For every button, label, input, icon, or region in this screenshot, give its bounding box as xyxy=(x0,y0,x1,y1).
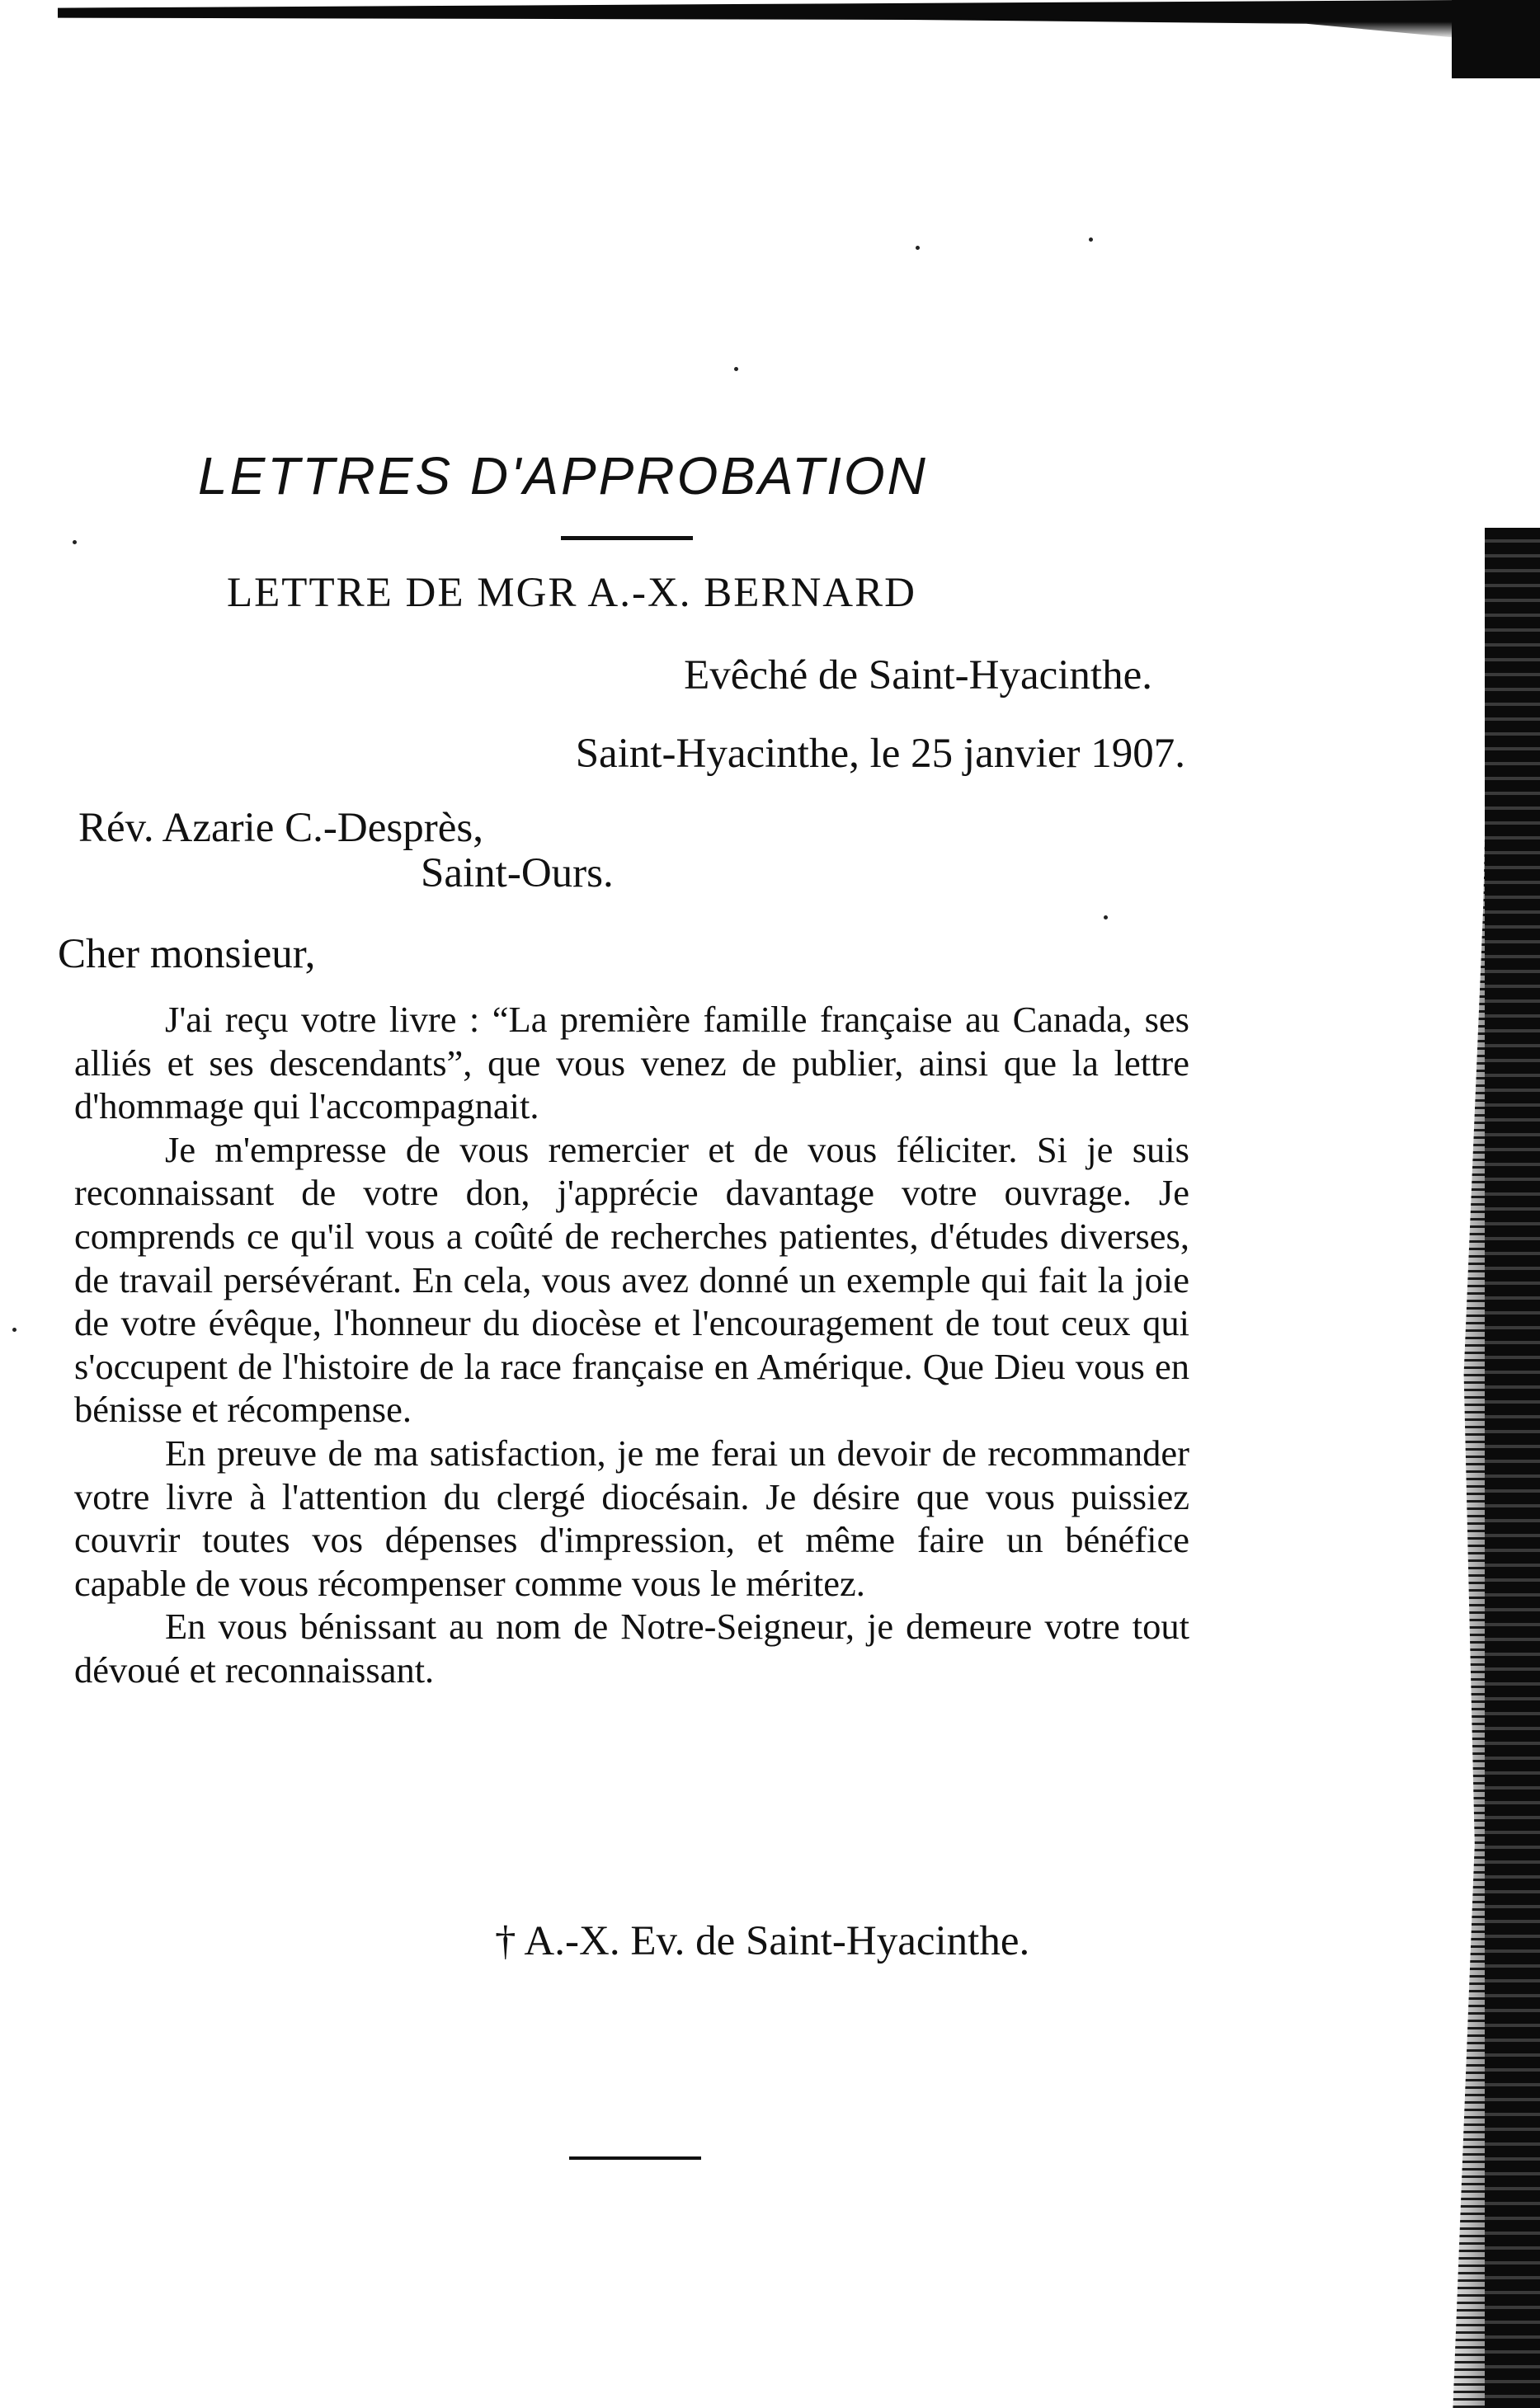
scan-right-edge-dark xyxy=(1485,528,1540,2408)
letter-body xyxy=(74,998,1189,1692)
paragraph: J'ai reçu votre livre : “La première famille française au Canada, ses alliés et ses descendants”, que vous venez de publier, ainsi que la lettre d'hommage qui l'accompagnait. xyxy=(74,999,1189,1127)
scan-speck xyxy=(1089,238,1093,242)
paragraph: Je m'empresse de vous remercier et de vous féliciter. Si je suis reconnaissant de votre don, j'apprécie davantage votre ouvrage. Je comprends ce qu'il vous a coûté de recherches patientes, d'études diverses, de travail persévérant. En cela, vous avez donné un exemple qui fait la joie de votre évêque, l'honneur du diocèse et l'encouragement de tout ceux qui s'occupent de l'histoire de la race française en Amérique. Que Dieu vous en bénisse et récompense. xyxy=(74,1128,1189,1431)
paragraph: En preuve de ma satisfaction, je me ferai un devoir de recommander votre livre à l'attention du clergé diocésain. Je désire que vous puissiez couvrir toutes vos dépenses d'impression, et même faire un bénéfice capable de vous récompenser comme vous le méritez. xyxy=(74,1432,1189,1604)
scan-corner-shadow xyxy=(1452,0,1540,78)
scan-speck xyxy=(916,246,920,250)
scan-speck xyxy=(734,367,738,371)
letter-place: Evêché de Saint-Hyacinthe. xyxy=(684,652,1152,698)
bottom-divider xyxy=(569,2156,701,2160)
scan-speck xyxy=(12,1328,16,1332)
salutation: Cher monsieur, xyxy=(58,931,316,977)
scan-speck xyxy=(1104,915,1108,919)
paragraph: En vous bénissant au nom de Notre-Seigneur, je demeure votre tout dévoué et reconnaissant. xyxy=(74,1606,1189,1691)
recipient-place: Saint-Ours. xyxy=(421,850,614,896)
letter-heading: LETTRE DE MGR A.-X. BERNARD xyxy=(227,570,916,616)
title-divider xyxy=(561,536,693,540)
scan-speck xyxy=(73,540,77,544)
letter-date: Saint-Hyacinthe, le 25 janvier 1907. xyxy=(575,731,1185,777)
page-title: LETTRES D'APPROBATION xyxy=(198,446,928,506)
scan-top-shadow xyxy=(58,0,1476,40)
signature: † A.-X. Ev. de Saint-Hyacinthe. xyxy=(495,1918,1030,1964)
recipient-name: Rév. Azarie C.-Desprès, xyxy=(78,805,483,851)
